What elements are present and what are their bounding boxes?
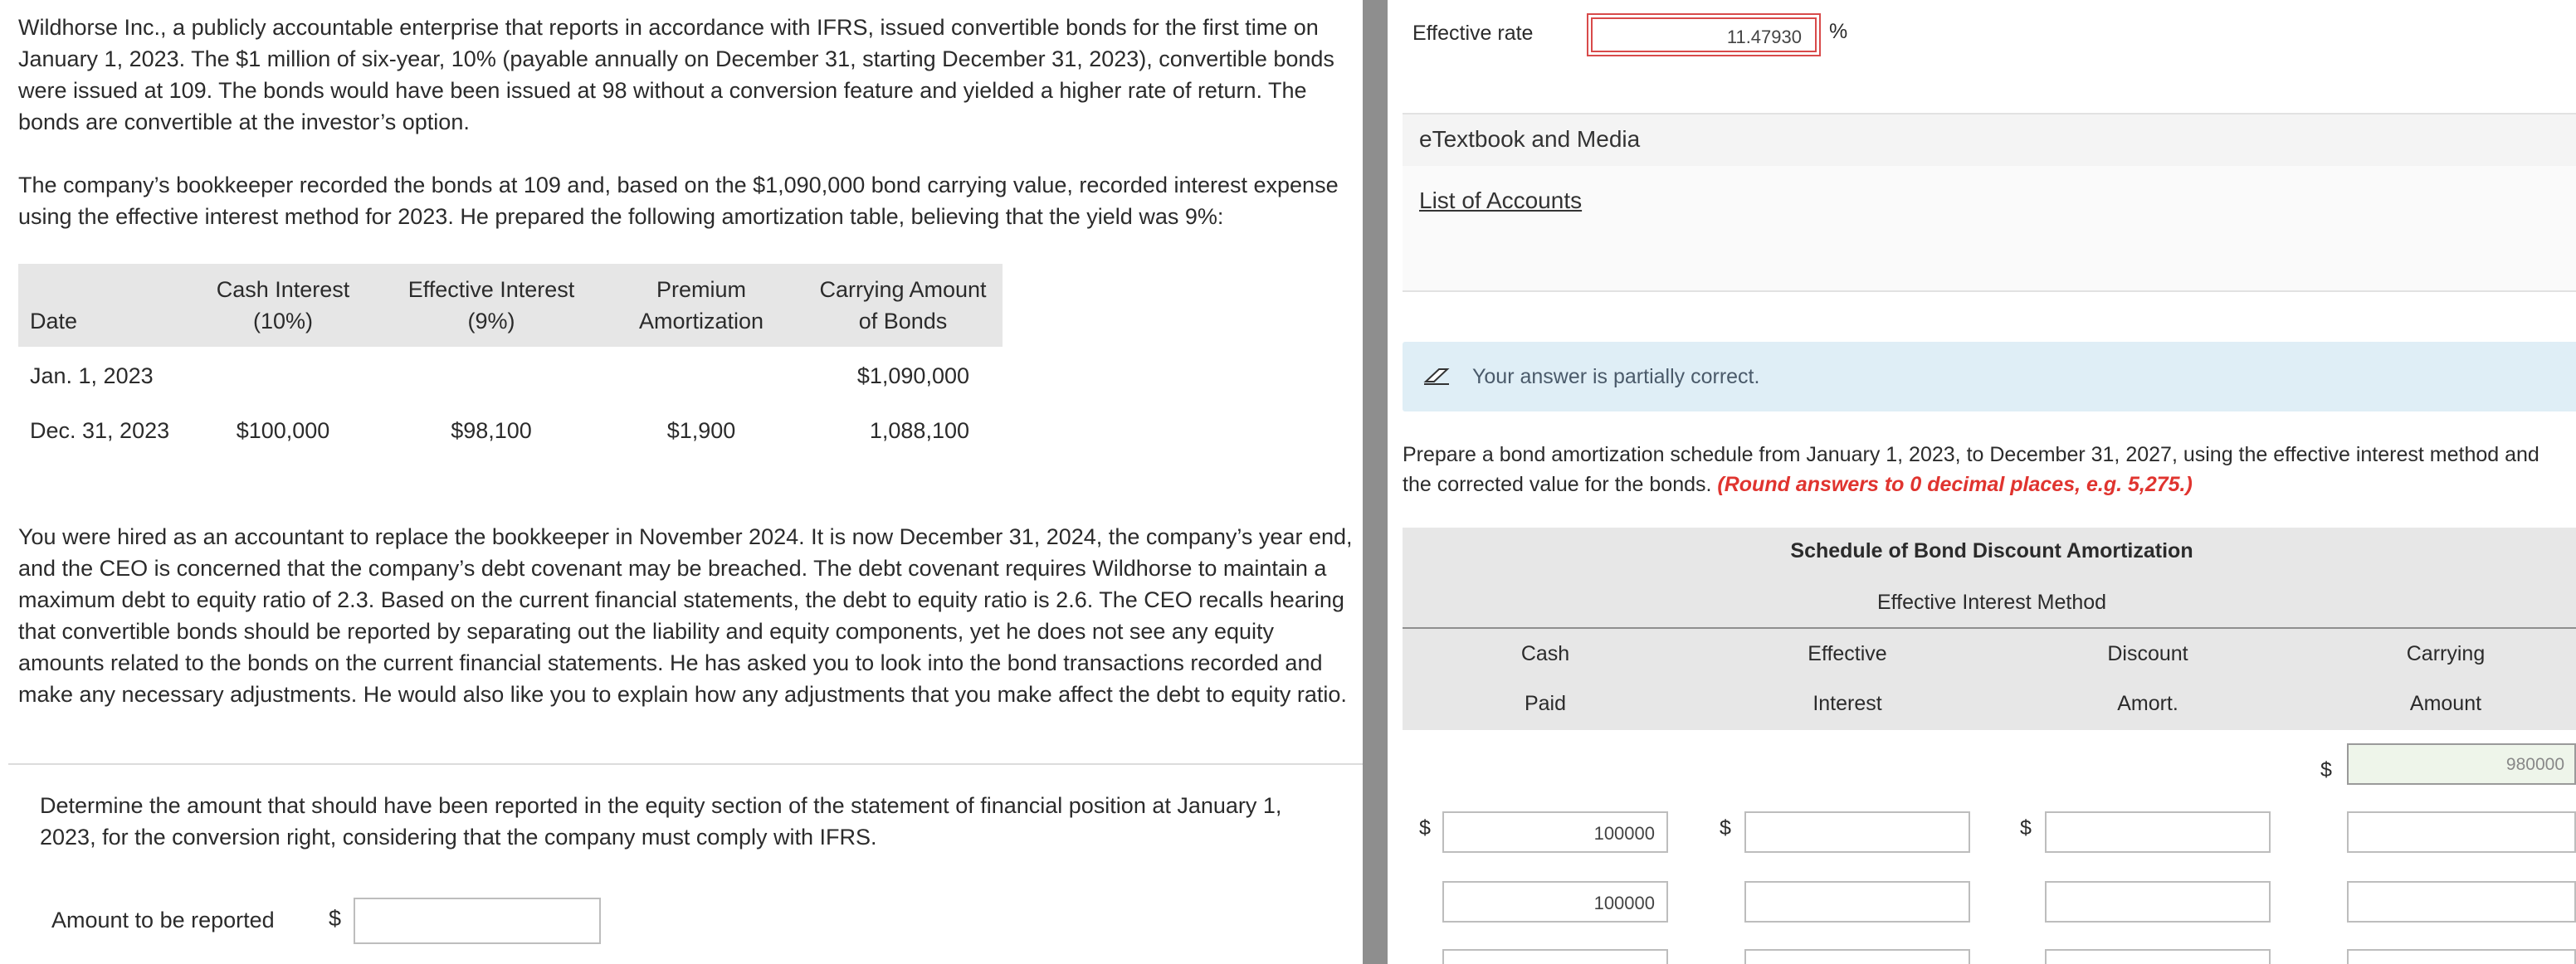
- row2-premium-amortization: $1,900: [666, 418, 736, 443]
- row2-effective-interest: $98,100: [451, 418, 532, 443]
- instruction-main: Prepare a bond amortization schedule from January 1, 2023, to December 31, 2027, using the effective interest method and the corrected value for the bonds.: [1403, 443, 2539, 496]
- rounding-note: (Round answers to 0 decimal places, e.g. 5,275.): [1717, 473, 2193, 496]
- col-cash-interest-header-l2: (10%): [252, 309, 314, 334]
- row2-effective-interest-input[interactable]: [1744, 881, 1970, 923]
- percent-sign: %: [1829, 20, 1848, 43]
- schedule-subtitle: Effective Interest Method: [1876, 591, 2107, 614]
- list-accounts-panel: [1403, 166, 2576, 292]
- col-cash-paid-l1: Cash: [1520, 642, 1570, 665]
- etextbook-bar[interactable]: [1403, 113, 2576, 169]
- pencil-icon: [1422, 367, 1452, 387]
- col-effective-interest-l2: Interest: [1812, 692, 1882, 715]
- amount-label: Amount to be reported: [51, 908, 275, 932]
- col-cash-interest-header-l1: Cash Interest: [216, 277, 350, 302]
- row1-carrying-input[interactable]: [2347, 811, 2576, 853]
- row1-interest-currency: $: [1720, 816, 1731, 840]
- row2-date: Dec. 31, 2023: [30, 418, 170, 443]
- col-cash-paid-l2: Paid: [1524, 692, 1567, 715]
- col-carrying-header-l1: Carrying Amount: [819, 277, 987, 302]
- col-date-header: Date: [30, 309, 78, 334]
- col-carrying-amount-l1: Carrying: [2406, 642, 2486, 665]
- row1-discount-input[interactable]: [2045, 811, 2271, 853]
- effective-rate-value: 11.47930: [1726, 27, 1802, 47]
- opening-carrying-value: 980000: [2505, 755, 2564, 774]
- pane-divider[interactable]: [1363, 0, 1388, 964]
- row1-carrying: $1,090,000: [856, 363, 969, 388]
- row2-cash-value: 100000: [1593, 893, 1655, 913]
- row1-cash-input[interactable]: [1442, 811, 1668, 853]
- feedback-banner: [1403, 342, 2576, 411]
- row3-carrying-input[interactable]: [2347, 949, 2576, 964]
- problem-paragraph-1: Wildhorse Inc., a publicly accountable enterprise that reports in accordance with IFRS, issued convertible bonds for the first time on January 1, 2023. The $1 million of six-year, 10% (payable annually on December 31, starting December 31, 2023), convertible bonds were issued at 109. The bonds would have been issued at 98 without a conversion feature and yielded a higher rate of return. The bonds are convertible at the investor’s option.: [18, 15, 1334, 134]
- row3-cash-input[interactable]: [1442, 949, 1668, 964]
- col-effective-interest-header-l1: Effective Interest: [407, 277, 575, 302]
- section-divider: [8, 763, 1363, 765]
- col-carrying-header-l2: of Bonds: [858, 309, 948, 334]
- row1-date: Jan. 1, 2023: [30, 363, 154, 388]
- col-effective-interest-l1: Effective: [1808, 642, 1887, 665]
- row2-carrying-input[interactable]: [2347, 881, 2576, 923]
- list-of-accounts-link[interactable]: List of Accounts: [1419, 187, 1583, 213]
- col-premium-header-l2: Amortization: [638, 309, 764, 334]
- effective-rate-label: Effective rate: [1412, 22, 1534, 45]
- row3-discount-input[interactable]: [2045, 949, 2271, 964]
- effective-rate-input-error-frame: [1587, 13, 1821, 56]
- instruction-text: [1403, 440, 2573, 499]
- etextbook-link[interactable]: eTextbook and Media: [1419, 126, 1641, 152]
- equity-amount-input[interactable]: [354, 898, 601, 944]
- row2-cash-input[interactable]: [1442, 881, 1668, 923]
- row3-effective-interest-input[interactable]: [1744, 949, 1970, 964]
- row1-cash-currency: $: [1419, 816, 1431, 840]
- col-discount-amort-l2: Amort.: [2117, 692, 2178, 715]
- row1-effective-interest-input[interactable]: [1744, 811, 1970, 853]
- currency-sign: $: [329, 906, 342, 931]
- row2-cash-interest: $100,000: [236, 418, 330, 443]
- row2-discount-input[interactable]: [2045, 881, 2271, 923]
- opening-carrying-input[interactable]: [2347, 743, 2576, 785]
- feedback-text: Your answer is partially correct.: [1472, 365, 1760, 388]
- answer-pane: [1388, 0, 2576, 964]
- row1-discount-currency: $: [2020, 816, 2032, 840]
- effective-rate-input[interactable]: [1591, 17, 1817, 52]
- row2-carrying: 1,088,100: [869, 418, 969, 443]
- problem-paragraph-2: The company’s bookkeeper recorded the bonds at 109 and, based on the $1,090,000 bond carrying value, recorded interest expense using the effective interest method for 2023. He prepared the following amortization table, believing that the yield was 9%:: [18, 173, 1339, 229]
- col-carrying-amount-l2: Amount: [2409, 692, 2482, 715]
- col-effective-interest-header-l2: (9%): [467, 309, 515, 334]
- col-discount-amort-l1: Discount: [2107, 642, 2188, 665]
- row1-cash-value: 100000: [1593, 823, 1655, 844]
- opening-currency: $: [2320, 758, 2332, 781]
- col-premium-header-l1: Premium: [656, 277, 746, 302]
- question-a-text: Determine the amount that should have been reported in the equity section of the statement of financial position at January 1, 2023, for the conversion right, considering that the company must comply with IFRS.: [40, 793, 1282, 850]
- schedule-title: Schedule of Bond Discount Amortization: [1790, 539, 2193, 562]
- schedule-rule: [1403, 627, 2576, 629]
- problem-paragraph-3: You were hired as an accountant to replace the bookkeeper in November 2024. It is now December 31, 2024, the company’s year end, and the CEO is concerned that the company’s debt covenant may be breached. The debt covenant requires Wildhorse to maintain a maximum debt to equity ratio of 2.3. Based on the current financial statements, the debt to equity ratio is 2.6. The CEO recalls hearing that convertible bonds should be reported by separating out the liability and equity components, yet he does not see any equity amounts related to the bonds on the current financial statements. He has asked you to look into the bond transactions recorded and make any necessary adjustments. He would also like you to explain how any adjustments that you make affect the debt to equity ratio.: [18, 524, 1353, 707]
